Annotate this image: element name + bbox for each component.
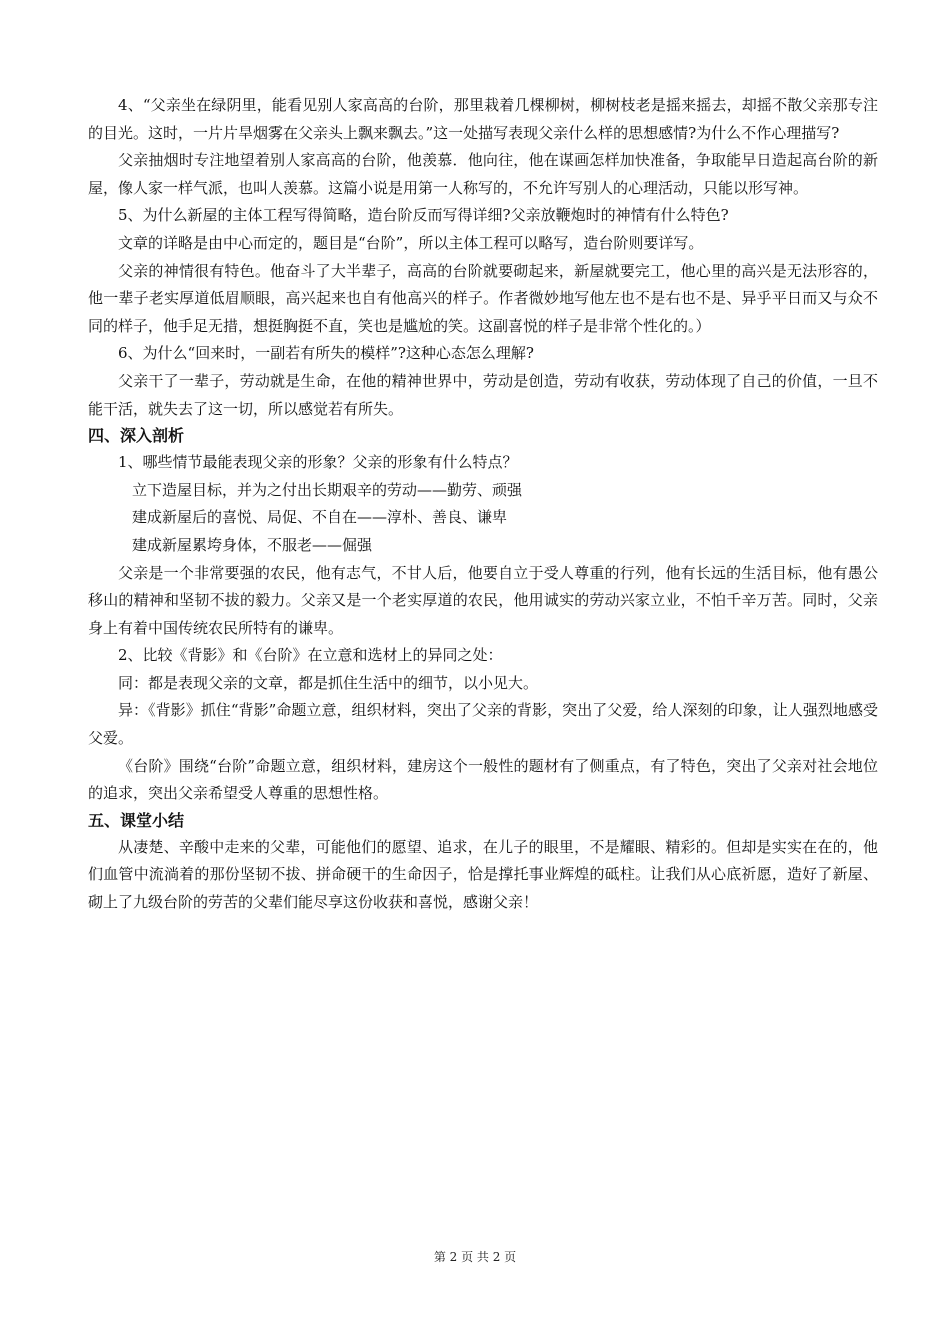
section-heading-analysis: 四、深入剖析 (88, 426, 185, 446)
paragraph-question-6: 6、为什么“回来时，一副若有所失的模样”?这种心态怎么理解? (118, 344, 534, 363)
paragraph-answer-4: 父亲抽烟时专注地望着别人家高高的台阶，他羡慕．他向往，他在谋画怎样加快准备，争取能早日造起高台阶的新屋，像人家一样气派，也叫人羡慕。这篇小说是用第一人称写的，不允许写别人的心理活动，只能以形写神。 (88, 151, 878, 197)
paragraph-analysis-question-2: 2、比较《背影》和《台阶》在立意和选材上的异同之处： (118, 646, 503, 665)
document-body (88, 92, 878, 917)
paragraph-question-5: 5、为什么新屋的主体工程写得简略，造台阶反而写得详细?父亲放鞭炮时的神情有什么特色? (118, 206, 729, 225)
list-item-trait-3: 建成新屋累垮身体，不服老——倔强 (132, 535, 373, 554)
section-heading-summary: 五、课堂小结 (88, 810, 185, 830)
paragraph-class-summary: 从凄楚、辛酸中走来的父辈，可能他们的愿望、追求，在儿子的眼里，不是耀眼、精彩的。但却是实实在在的，他们血管中流淌着的那份坚韧不拔、拼命硬干的生命因子，恰是撑托事业辉煌的砥柱。让我们从心底祈愿，造好了新屋、砌上了九级台阶的劳苦的父辈们能尽享这份收获和喜悦，感谢父亲！ (88, 837, 878, 912)
paragraph-father-summary: 父亲是一个非常要强的农民，他有志气，不甘人后，他要自立于受人尊重的行列，他有长远的生活目标，他有愚公移山的精神和坚韧不拔的毅力。父亲又是一个老实厚道的农民，他用诚实的劳动兴家立业，不怕千辛万苦。同时，父亲身上有着中国传统农民所特有的谦卑。 (88, 563, 878, 637)
paragraph-analysis-question-1: 1、哪些情节最能表现父亲的形象？父亲的形象有什么特点？ (118, 453, 518, 472)
page-number-footer: 第 2 页 共 2 页 (433, 1250, 517, 1264)
paragraph-difference-taijie: 《台阶》围绕“台阶”命题立意，组织材料，建房这个一般性的题材有了侧重点，有了特色，突出了父亲对社会地位的追求，突出父亲希望受人尊重的思想性格。 (88, 756, 878, 803)
paragraph-answer-5b: 父亲的神情很有特色。他奋斗了大半辈子，高高的台阶就要砌起来，新屋就要完工，他心里的高兴是无法形容的，他一辈子老实厚道低眉顺眼，高兴起来也自有他高兴的样子。作者微妙地写他左也不是右也不是、异乎平日而又与众不同的样子，他手足无措，想挺胸挺不直，笑也是尴尬的笑。这副喜悦的样子是非常个性化的。） (88, 261, 878, 335)
paragraph-answer-6: 父亲干了一辈子，劳动就是生命，在他的精神世界中，劳动是创造，劳动有收获，劳动体现了自己的价值，一旦不能干活，就失去了这一切，所以感觉若有所失。 (88, 371, 878, 418)
paragraph-difference-beiying: 异：《背影》抓住“背影”命题立意，组织材料，突出了父亲的背影，突出了父爱，给人深刻的印象，让人强烈地感受父爱。 (88, 701, 878, 748)
paragraph-question-4: 4、“父亲坐在绿阴里，能看见别人家高高的台阶，那里栽着几棵柳树，柳树枝老是摇来摇去，却摇不散父亲那专注的目光。这时，一片片旱烟雾在父亲头上飘来飘去。”这一处描写表现父亲什么样的思想感情?为什么不作心理描写? (88, 96, 878, 142)
list-item-trait-1: 立下造屋目标，并为之付出长期艰辛的劳动——勤劳、顽强 (132, 480, 523, 499)
paragraph-similarity: 同：都是表现父亲的文章，都是抓住生活中的细节，以小见大。 (118, 673, 539, 692)
list-item-trait-2: 建成新屋后的喜悦、局促、不自在——淳朴、善良、谦卑 (132, 508, 508, 527)
paragraph-answer-5a: 文章的详略是由中心而定的，题目是“台阶”，所以主体工程可以略写，造台阶则要详写。 (118, 233, 704, 252)
